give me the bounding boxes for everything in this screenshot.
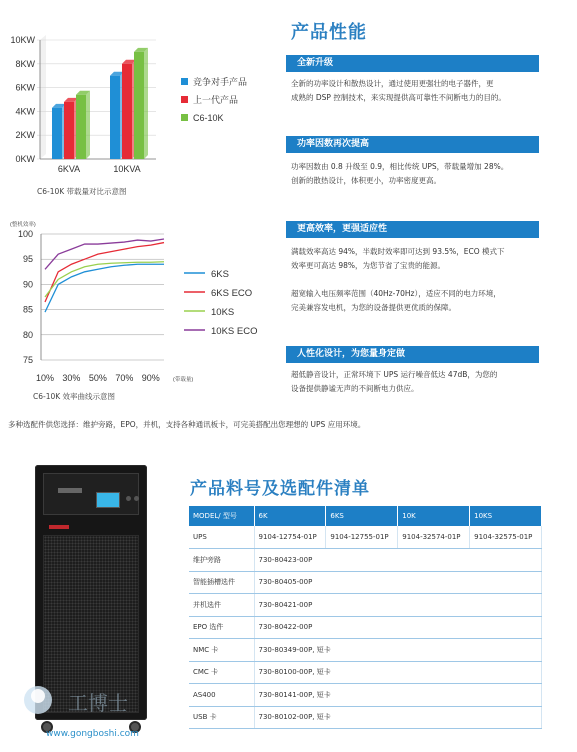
legend-swatch [181, 96, 188, 103]
part-number: 730-80141-00P, 短卡 [254, 684, 542, 707]
bar-side [86, 91, 90, 159]
legend-label: 6KS ECO [211, 288, 253, 299]
legend-label: C6-10K [193, 113, 224, 123]
section-text-humanized: 超低静音设计，正常环境下 UPS 运行噪音低达 47dB，为您的 设备提供静谧无声的不间断电力供应。 [291, 370, 498, 393]
y-tick-label: 0KW [15, 154, 35, 164]
legend-swatch [181, 78, 188, 85]
bar [76, 95, 86, 159]
section-text-upgrade: 全新的功率设计和散热设计，通过使用更强壮的电子器件，更 成熟的 DSP 控制技术，来实现提供高可靠性不间断电力的目的。 [291, 79, 506, 102]
bar-side [144, 48, 148, 159]
bar-chart-caption: C6-10K 带载量对比示意图 [37, 187, 127, 196]
table-row [189, 549, 542, 572]
y-tick-label: 95 [22, 254, 33, 265]
part-number: 9104-12755-01P [326, 526, 398, 549]
table-row [189, 639, 542, 662]
part-number: 730-80100-00P, 短卡 [254, 661, 542, 684]
bar [52, 108, 62, 159]
part-number: 9104-32575-01P [470, 526, 542, 549]
y-tick-label: 8KW [15, 58, 35, 69]
line-chart-caption: C6-10K 效率曲线示意图 [33, 392, 116, 401]
y-tick-label: 85 [22, 304, 33, 315]
row-label: 维护旁路 [189, 549, 254, 572]
watermark-name: 工博士 [68, 693, 128, 715]
part-number: 9104-32574-01P [398, 526, 470, 549]
part-number: 730-80349-00P, 短卡 [254, 639, 542, 662]
bar [64, 102, 74, 159]
x-tick-label: 90% [141, 373, 160, 383]
table-row [189, 684, 542, 707]
options-note: 多种选配件供您选择：维护旁路，EPO，并机，支持各种通讯板卡，可完美搭配出您理想的 UPS 应用环境。 [8, 420, 366, 429]
table-row [189, 594, 542, 617]
header-6ks: 6KS [326, 506, 398, 526]
y-tick-label: 90 [22, 279, 33, 290]
part-number: 730-80102-00P, 短卡 [254, 706, 542, 729]
section-heading-humanized: 人性化设计，为您量身定做 [286, 346, 539, 363]
row-label: UPS [189, 526, 254, 549]
section-text-efficiency: 满载效率高达 94%，半载时效率即可达到 93.5%，ECO 模式下 效率更可高达 98%，为您节省了宝贵的能源。 超宽输入电压频率范围（40Hz-70Hz），适应不同的电力环境， 完美兼容发电机，为您的设备提供更优质的保障。 [291, 247, 505, 312]
y-axis-title: (整机效率) [10, 222, 36, 228]
part-number: 730-80423-00P [254, 549, 542, 572]
legend-label: 10KS [211, 307, 235, 318]
part-number: 9104-12754-01P [254, 526, 326, 549]
series-line [45, 243, 164, 302]
y-tick-label: 6KW [15, 82, 35, 93]
section-heading-efficiency: 更高效率，更强适应性 [286, 221, 539, 238]
header-10k: 10K [398, 506, 470, 526]
bar [122, 64, 132, 159]
x-tick-label: 50% [88, 373, 107, 383]
bar [134, 52, 144, 159]
y-tick-label: 2KW [15, 130, 35, 141]
table-row [189, 706, 542, 729]
performance-title: 产品性能 [291, 22, 367, 43]
load-capacity-bar-chart [0, 30, 280, 202]
y-tick-label: 10KW [10, 35, 35, 45]
series-line [45, 262, 164, 297]
part-number: 730-80405-00P [254, 571, 542, 594]
header-6k: 6K [254, 506, 326, 526]
legend-label: 6KS [211, 269, 229, 280]
x-tick-label: 70% [115, 373, 134, 383]
legend-label: 上一代产品 [193, 95, 239, 105]
row-label: CMC 卡 [189, 661, 254, 684]
table-header-row [189, 506, 542, 526]
row-label: NMC 卡 [189, 639, 254, 662]
part-number: 730-80421-00P [254, 594, 542, 617]
row-label: USB 卡 [189, 706, 254, 729]
efficiency-line-chart [0, 218, 280, 393]
section-heading-upgrade: 全新升级 [286, 55, 539, 72]
parts-table [189, 506, 542, 729]
table-row [189, 616, 542, 639]
row-label: 并机选件 [189, 594, 254, 617]
y-tick-label: 4KW [15, 106, 35, 117]
y-tick-label: 75 [22, 355, 33, 365]
y-tick-label: 100 [17, 229, 33, 239]
header-model: MODEL/ 型号 [189, 506, 254, 526]
x-tick-label: 30% [62, 373, 81, 383]
bar [110, 76, 120, 159]
row-label: AS400 [189, 684, 254, 707]
table-row [189, 526, 542, 549]
row-label: EPO 选件 [189, 616, 254, 639]
section-heading-power-factor: 功率因数再次提高 [286, 136, 539, 153]
x-axis-title: (带载量) [173, 377, 194, 383]
x-tick-label: 10% [35, 373, 55, 383]
header-10ks: 10KS [470, 506, 542, 526]
y-tick-label: 80 [22, 329, 33, 340]
x-tick-label: 6KVA [57, 164, 81, 174]
table-row [189, 571, 542, 594]
row-label: 智能插槽选件 [189, 571, 254, 594]
part-number: 730-80422-00P [254, 616, 542, 639]
table-row [189, 661, 542, 684]
legend-label: 竞争对手产品 [193, 77, 248, 87]
legend-swatch [181, 114, 188, 121]
x-tick-label: 10KVA [113, 164, 141, 174]
watermark-url: www.gongboshi.com [46, 729, 139, 739]
series-line [45, 264, 164, 312]
chart-back-wall [40, 35, 46, 159]
parts-table-title: 产品料号及选配件清单 [190, 479, 370, 499]
legend-label: 10KS ECO [211, 326, 258, 337]
section-text-power-factor: 功率因数由 0.8 升级至 0.9，相比传统 UPS，带载量增加 28%。 创新的散热设计，体积更小，功率密度更高。 [291, 162, 509, 185]
